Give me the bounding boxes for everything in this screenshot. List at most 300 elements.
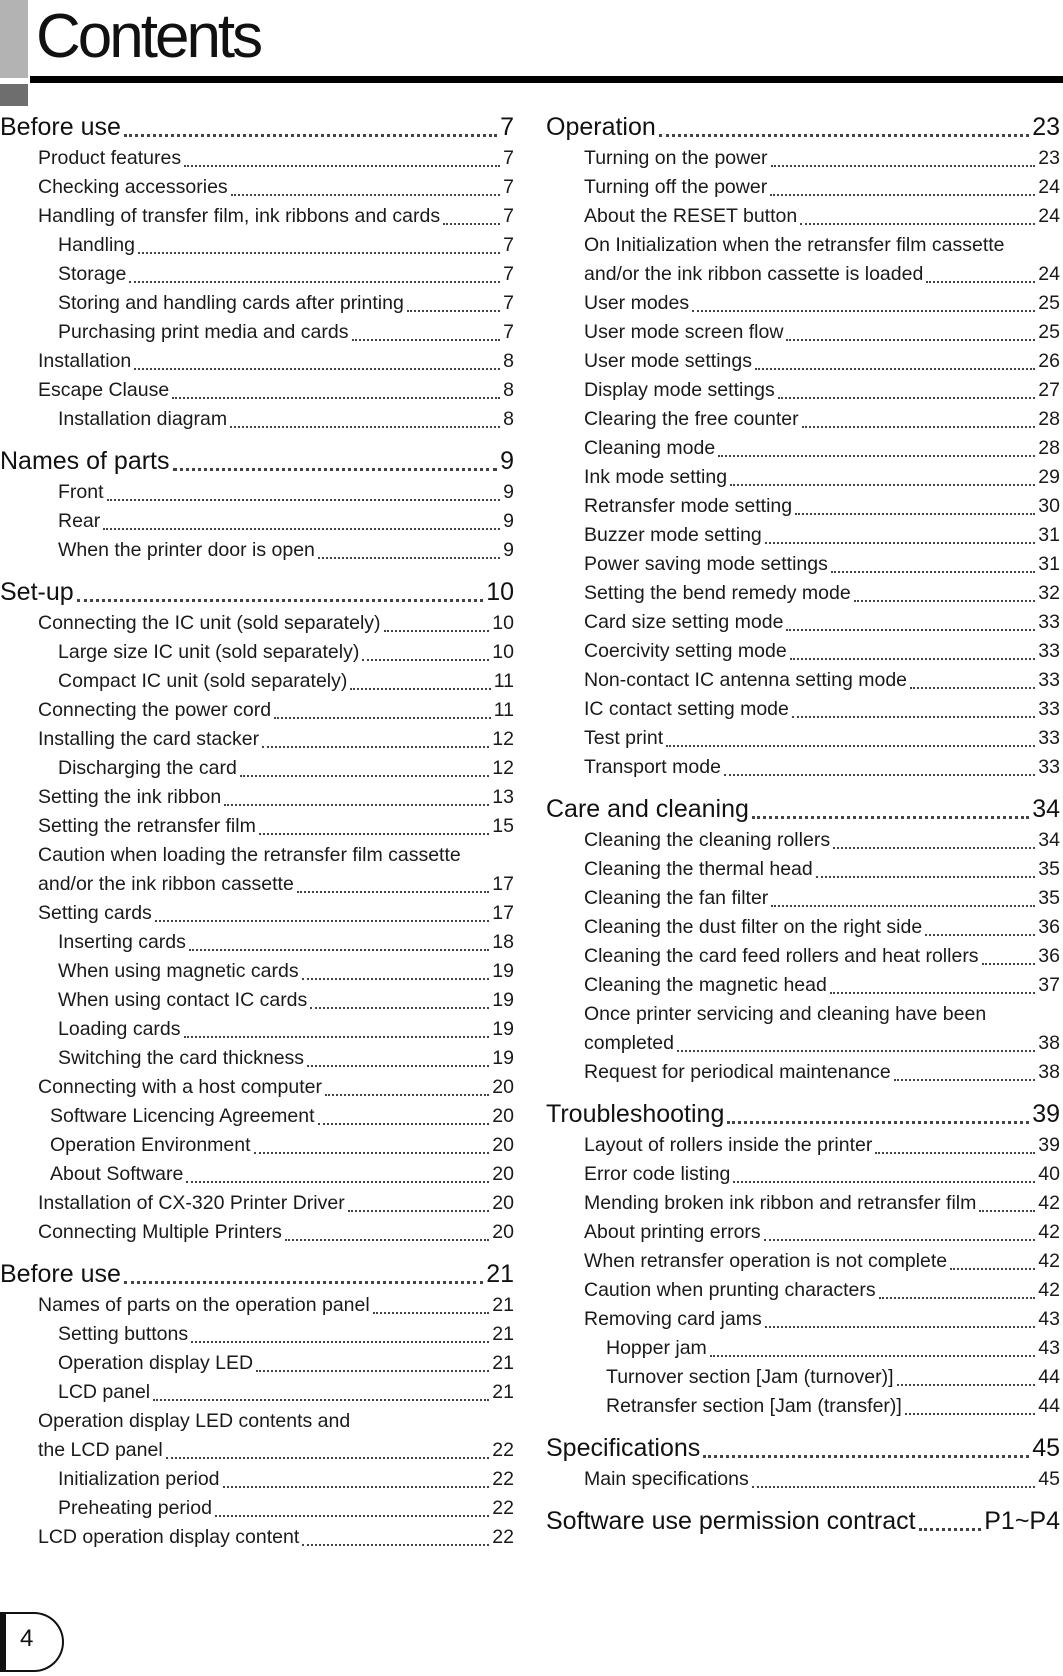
toc-entry-page: 7 bbox=[503, 205, 514, 227]
toc-entry[interactable] bbox=[546, 1334, 1060, 1363]
toc-entry-page: 27 bbox=[1038, 379, 1060, 401]
toc-entry-page: 44 bbox=[1038, 1366, 1060, 1388]
toc-entry-title: and/or the ink ribbon cassette bbox=[38, 873, 294, 895]
toc-entry[interactable] bbox=[546, 855, 1060, 884]
toc-entry[interactable] bbox=[0, 1523, 514, 1552]
toc-leader-dots bbox=[348, 1210, 490, 1212]
toc-entry[interactable] bbox=[0, 1291, 514, 1320]
toc-entry-title: Cleaning the dust filter on the right side bbox=[584, 916, 923, 938]
toc-entry[interactable] bbox=[0, 405, 514, 434]
toc-leader-dots bbox=[443, 223, 500, 225]
toc-entry[interactable] bbox=[546, 1160, 1060, 1189]
toc-entry-page: 21 bbox=[492, 1381, 514, 1403]
toc-entry[interactable] bbox=[546, 521, 1060, 550]
toc-entry[interactable] bbox=[0, 1102, 514, 1131]
toc-entry[interactable] bbox=[0, 1218, 514, 1247]
toc-entry-title: Once printer servicing and cleaning have been bbox=[584, 1003, 987, 1025]
toc-entry[interactable] bbox=[546, 1305, 1060, 1334]
toc-entry-title: Cleaning the cleaning rollers bbox=[584, 829, 831, 851]
toc-entry-page: 30 bbox=[1038, 495, 1060, 517]
toc-leader-dots bbox=[186, 1181, 489, 1183]
toc-entry[interactable] bbox=[546, 1363, 1060, 1392]
toc-entry-title: Escape Clause bbox=[38, 379, 170, 401]
toc-leader-dots bbox=[318, 557, 500, 559]
toc-entry[interactable] bbox=[546, 1189, 1060, 1218]
toc-entry[interactable] bbox=[546, 434, 1060, 463]
toc-leader-dots bbox=[223, 1486, 490, 1488]
toc-entry-title: About the RESET button bbox=[584, 205, 798, 227]
toc-entry[interactable] bbox=[0, 1320, 514, 1349]
toc-entry-page: 24 bbox=[1038, 176, 1060, 198]
toc-entry-page: 11 bbox=[493, 670, 514, 692]
toc-entry[interactable] bbox=[0, 1494, 514, 1523]
toc-entry[interactable] bbox=[546, 1247, 1060, 1276]
toc-entry[interactable] bbox=[546, 695, 1060, 724]
toc-entry-page: 7 bbox=[503, 321, 514, 343]
toc-entry[interactable] bbox=[546, 1465, 1060, 1494]
toc-entry-title: and/or the ink ribbon cassette is loaded bbox=[584, 263, 924, 285]
toc-entry[interactable] bbox=[0, 1044, 514, 1073]
toc-entry-page: 21 bbox=[492, 1294, 514, 1316]
toc-entry[interactable] bbox=[0, 1436, 514, 1465]
toc-leader-dots bbox=[124, 1281, 483, 1284]
toc-section[interactable] bbox=[546, 792, 1060, 826]
toc-entry-title: Care and cleaning bbox=[546, 795, 749, 823]
toc-entry-title: Installing the card stacker bbox=[38, 728, 260, 750]
toc-entry-title: Retransfer section [Jam (transfer)] bbox=[606, 1395, 902, 1417]
toc-entry[interactable] bbox=[546, 405, 1060, 434]
toc-entry[interactable] bbox=[0, 1378, 514, 1407]
toc-entry[interactable] bbox=[0, 507, 514, 536]
toc-entry[interactable] bbox=[0, 609, 514, 638]
toc-entry-page: 15 bbox=[492, 815, 514, 837]
toc-entry-page: 26 bbox=[1038, 350, 1060, 372]
toc-entry-title: Removing card jams bbox=[584, 1308, 762, 1330]
toc-entry-title: Cleaning the thermal head bbox=[584, 858, 813, 880]
toc-entry-title: On Initialization when the retransfer film cassette bbox=[584, 234, 1005, 256]
toc-leader-dots bbox=[172, 397, 500, 399]
toc-entry[interactable] bbox=[546, 347, 1060, 376]
toc-entry-page: 18 bbox=[492, 931, 514, 953]
toc-leader-dots bbox=[134, 368, 500, 370]
toc-entry-page: 22 bbox=[492, 1526, 514, 1548]
toc-entry[interactable] bbox=[0, 638, 514, 667]
toc-entry-page: 10 bbox=[492, 641, 514, 663]
toc-entry[interactable] bbox=[0, 173, 514, 202]
toc-entry[interactable] bbox=[546, 971, 1060, 1000]
toc-entry-title: Names of parts bbox=[0, 447, 170, 475]
toc-entry[interactable] bbox=[0, 812, 514, 841]
toc-entry[interactable] bbox=[0, 754, 514, 783]
toc-entry-page: 35 bbox=[1038, 858, 1060, 880]
toc-entry[interactable] bbox=[546, 289, 1060, 318]
toc-leader-dots bbox=[765, 542, 1036, 544]
toc-entry[interactable] bbox=[0, 928, 514, 957]
toc-entry[interactable] bbox=[546, 463, 1060, 492]
toc-leader-dots bbox=[262, 746, 489, 748]
toc-entry-page: 7 bbox=[503, 292, 514, 314]
toc-entry-title: Setting the bend remedy mode bbox=[584, 582, 851, 604]
toc-entry-page: 21 bbox=[492, 1323, 514, 1345]
toc-leader-dots bbox=[919, 1528, 982, 1531]
toc-entry[interactable] bbox=[546, 1131, 1060, 1160]
toc-leader-dots bbox=[124, 134, 497, 137]
toc-entry[interactable] bbox=[0, 957, 514, 986]
toc-leader-dots bbox=[910, 687, 1035, 689]
toc-entry-page: 12 bbox=[492, 728, 514, 750]
toc-entry[interactable] bbox=[0, 841, 514, 870]
toc-entry[interactable] bbox=[0, 1015, 514, 1044]
toc-leader-dots bbox=[792, 716, 1035, 718]
toc-entry-page: 42 bbox=[1038, 1250, 1060, 1272]
toc-entry[interactable] bbox=[546, 826, 1060, 855]
toc-entry-title: Installation bbox=[38, 350, 132, 372]
toc-leader-dots bbox=[979, 1210, 1035, 1212]
toc-entry[interactable] bbox=[546, 492, 1060, 521]
toc-entry-title: Cleaning the magnetic head bbox=[584, 974, 827, 996]
toc-entry-page: 19 bbox=[492, 1047, 514, 1069]
toc-entry-page: 32 bbox=[1038, 582, 1060, 604]
toc-entry-page: 33 bbox=[1038, 727, 1060, 749]
toc-entry-title: Preheating period bbox=[58, 1497, 212, 1519]
toc-section[interactable] bbox=[0, 110, 514, 144]
toc-entry-title: Connecting the power cord bbox=[38, 699, 272, 721]
toc-leader-dots bbox=[800, 223, 1035, 225]
toc-entry-title: When retransfer operation is not complete bbox=[584, 1250, 948, 1272]
toc-leader-dots bbox=[854, 600, 1036, 602]
toc-entry[interactable] bbox=[0, 376, 514, 405]
toc-entry-page: 22 bbox=[492, 1468, 514, 1490]
toc-entry[interactable] bbox=[546, 724, 1060, 753]
toc-entry[interactable] bbox=[546, 231, 1060, 260]
toc-leader-dots bbox=[894, 1079, 1036, 1081]
toc-entry-page: 33 bbox=[1038, 611, 1060, 633]
toc-right-column bbox=[546, 110, 1060, 1538]
header-tab-dark bbox=[0, 84, 28, 106]
toc-leader-dots bbox=[905, 1413, 1035, 1415]
header-tab-light bbox=[0, 0, 28, 78]
toc-entry-title: Operation display LED contents and bbox=[38, 1410, 351, 1432]
toc-leader-dots bbox=[256, 1370, 489, 1372]
toc-leader-dots bbox=[274, 717, 491, 719]
toc-leader-dots bbox=[155, 920, 489, 922]
toc-leader-dots bbox=[879, 1297, 1036, 1299]
toc-entry-page: 42 bbox=[1038, 1192, 1060, 1214]
toc-leader-dots bbox=[778, 397, 1036, 399]
toc-entry[interactable] bbox=[0, 202, 514, 231]
toc-entry[interactable] bbox=[0, 144, 514, 173]
toc-entry[interactable] bbox=[546, 318, 1060, 347]
toc-entry-title: Rear bbox=[58, 510, 101, 532]
toc-leader-dots bbox=[795, 513, 1035, 515]
toc-leader-dots bbox=[925, 934, 1035, 936]
toc-entry[interactable] bbox=[546, 144, 1060, 173]
toc-entry-title: Connecting Multiple Printers bbox=[38, 1221, 282, 1243]
toc-entry[interactable] bbox=[546, 884, 1060, 913]
toc-entry-title: Handling of transfer film, ink ribbons and cards bbox=[38, 205, 441, 227]
toc-entry[interactable] bbox=[0, 1189, 514, 1218]
toc-entry-page: 19 bbox=[492, 1018, 514, 1040]
page-title: Contents bbox=[36, 2, 261, 71]
toc-entry[interactable] bbox=[546, 666, 1060, 695]
toc-leader-dots bbox=[659, 134, 1029, 137]
toc-entry[interactable] bbox=[0, 1407, 514, 1436]
toc-entry[interactable] bbox=[0, 870, 514, 899]
toc-entry-page: 17 bbox=[492, 902, 514, 924]
toc-entry-title: Loading cards bbox=[58, 1018, 181, 1040]
toc-leader-dots bbox=[982, 963, 1036, 965]
toc-entry-title: Transport mode bbox=[584, 756, 721, 778]
toc-entry-page: 7 bbox=[503, 176, 514, 198]
toc-entry-page: 20 bbox=[492, 1076, 514, 1098]
toc-entry[interactable] bbox=[0, 347, 514, 376]
toc-entry[interactable] bbox=[0, 1160, 514, 1189]
toc-entry[interactable] bbox=[546, 913, 1060, 942]
toc-entry[interactable] bbox=[0, 696, 514, 725]
toc-entry-page: 22 bbox=[492, 1439, 514, 1461]
toc-leader-dots bbox=[755, 368, 1035, 370]
toc-entry-title: Operation display LED bbox=[58, 1352, 254, 1374]
toc-leader-dots bbox=[77, 599, 484, 602]
toc-entry-page: 34 bbox=[1038, 829, 1060, 851]
toc-entry-title: Power saving mode settings bbox=[584, 553, 828, 575]
toc-entry[interactable] bbox=[0, 1131, 514, 1160]
toc-leader-dots bbox=[230, 426, 500, 428]
toc-entry-title: Setting cards bbox=[38, 902, 152, 924]
toc-entry[interactable] bbox=[546, 1218, 1060, 1247]
toc-entry-title: completed bbox=[584, 1032, 674, 1054]
toc-entry-page: 8 bbox=[503, 350, 514, 372]
toc-leader-dots bbox=[764, 1239, 1036, 1241]
toc-entry-title: Hopper jam bbox=[606, 1337, 707, 1359]
toc-entry-page: 39 bbox=[1038, 1134, 1060, 1156]
toc-entry[interactable] bbox=[0, 899, 514, 928]
toc-entry[interactable] bbox=[0, 667, 514, 696]
toc-entry-page: 44 bbox=[1038, 1395, 1060, 1417]
toc-entry-title: When the printer door is open bbox=[58, 539, 315, 561]
toc-entry-page: 45 bbox=[1038, 1468, 1060, 1490]
toc-entry-page: 7 bbox=[503, 147, 514, 169]
toc-entry[interactable] bbox=[546, 260, 1060, 289]
toc-entry-page: 7 bbox=[503, 234, 514, 256]
toc-entry[interactable] bbox=[546, 1276, 1060, 1305]
toc-entry-page: 25 bbox=[1038, 321, 1060, 343]
toc-entry-title: Retransfer mode setting bbox=[584, 495, 793, 517]
toc-entry[interactable] bbox=[0, 536, 514, 565]
toc-entry-title: Connecting the IC unit (sold separately) bbox=[38, 612, 381, 634]
toc-entry-title: Turning off the power bbox=[584, 176, 768, 198]
toc-leader-dots bbox=[129, 281, 500, 283]
toc-entry-page: 28 bbox=[1038, 437, 1060, 459]
toc-leader-dots bbox=[786, 629, 1035, 631]
toc-entry-title: Initialization period bbox=[58, 1468, 220, 1490]
toc-entry[interactable] bbox=[546, 579, 1060, 608]
toc-entry[interactable] bbox=[0, 318, 514, 347]
toc-entry-title: Handling bbox=[58, 234, 135, 256]
toc-leader-dots bbox=[897, 1384, 1036, 1386]
title-rule bbox=[30, 76, 1063, 83]
toc-leader-dots bbox=[765, 1326, 1036, 1328]
toc-entry[interactable] bbox=[0, 1465, 514, 1494]
toc-entry-title: Storing and handling cards after printing bbox=[58, 292, 404, 314]
toc-leader-dots bbox=[310, 1007, 489, 1009]
toc-leader-dots bbox=[166, 1457, 490, 1459]
toc-entry-title: LCD panel bbox=[58, 1381, 151, 1403]
toc-entry-title: Caution when prunting characters bbox=[584, 1279, 876, 1301]
toc-section[interactable] bbox=[546, 1097, 1060, 1131]
toc-entry-page: 8 bbox=[503, 379, 514, 401]
toc-entry-page: P1~P4 bbox=[984, 1507, 1060, 1535]
toc-entry[interactable] bbox=[546, 1392, 1060, 1421]
toc-entry-title: Large size IC unit (sold separately) bbox=[58, 641, 360, 663]
toc-entry-title: Before use bbox=[0, 113, 121, 141]
toc-entry[interactable] bbox=[546, 173, 1060, 202]
toc-entry-title: Request for periodical maintenance bbox=[584, 1061, 891, 1083]
toc-section[interactable] bbox=[546, 110, 1060, 144]
toc-entry-title: Non-contact IC antenna setting mode bbox=[584, 669, 908, 691]
toc-entry-title: About Software bbox=[50, 1163, 184, 1185]
toc-leader-dots bbox=[727, 1121, 1029, 1124]
toc-entry-title: Coercivity setting mode bbox=[584, 640, 787, 662]
toc-leader-dots bbox=[384, 630, 490, 632]
toc-leader-dots bbox=[285, 1239, 489, 1241]
toc-leader-dots bbox=[173, 468, 498, 471]
toc-entry-title: Installation diagram bbox=[58, 408, 228, 430]
toc-entry-page: 42 bbox=[1038, 1221, 1060, 1243]
toc-entry[interactable] bbox=[0, 1349, 514, 1378]
toc-entry-title: User mode settings bbox=[584, 350, 752, 372]
toc-entry-page: 29 bbox=[1038, 466, 1060, 488]
toc-entry[interactable] bbox=[0, 725, 514, 754]
toc-entry-title: Inserting cards bbox=[58, 931, 186, 953]
toc-entry-page: 40 bbox=[1038, 1163, 1060, 1185]
toc-entry-page: 23 bbox=[1032, 113, 1060, 141]
toc-entry-title: Product features bbox=[38, 147, 182, 169]
toc-entry-page: 20 bbox=[492, 1192, 514, 1214]
toc-section[interactable] bbox=[546, 1431, 1060, 1465]
toc-entry-title: Turnover section [Jam (turnover)] bbox=[606, 1366, 894, 1388]
toc-entry[interactable] bbox=[0, 260, 514, 289]
toc-leader-dots bbox=[666, 745, 1035, 747]
toc-entry[interactable] bbox=[546, 550, 1060, 579]
toc-entry-page: 17 bbox=[492, 873, 514, 895]
toc-section[interactable] bbox=[0, 575, 514, 609]
toc-leader-dots bbox=[240, 775, 489, 777]
toc-entry-title: Cleaning mode bbox=[584, 437, 716, 459]
toc-entry-title: Storage bbox=[58, 263, 127, 285]
toc-entry-title: When using magnetic cards bbox=[58, 960, 299, 982]
toc-entry-title: Card size setting mode bbox=[584, 611, 784, 633]
toc-entry-page: 37 bbox=[1038, 974, 1060, 996]
toc-section[interactable] bbox=[0, 1257, 514, 1291]
toc-entry-page: 33 bbox=[1038, 640, 1060, 662]
toc-entry-title: the LCD panel bbox=[38, 1439, 163, 1461]
toc-entry-title: Names of parts on the operation panel bbox=[38, 1294, 370, 1316]
toc-entry-page: 31 bbox=[1038, 524, 1060, 546]
toc-entry-page: 23 bbox=[1038, 147, 1060, 169]
toc-entry-title: Display mode settings bbox=[584, 379, 775, 401]
toc-leader-dots bbox=[224, 804, 489, 806]
toc-leader-dots bbox=[318, 1123, 490, 1125]
toc-leader-dots bbox=[875, 1152, 1035, 1154]
toc-leader-dots bbox=[215, 1515, 489, 1517]
toc-entry[interactable] bbox=[546, 1058, 1060, 1087]
toc-entry-page: 19 bbox=[492, 960, 514, 982]
toc-entry-title: Operation bbox=[546, 113, 656, 141]
toc-entry-page: 45 bbox=[1032, 1434, 1060, 1462]
toc-entry[interactable] bbox=[0, 231, 514, 260]
toc-leader-dots bbox=[802, 426, 1036, 428]
toc-leader-dots bbox=[771, 905, 1035, 907]
toc-entry-title: Purchasing print media and cards bbox=[58, 321, 349, 343]
toc-entry-page: 42 bbox=[1038, 1279, 1060, 1301]
toc-entry-title: About printing errors bbox=[584, 1221, 761, 1243]
toc-leader-dots bbox=[830, 992, 1035, 994]
toc-entry[interactable] bbox=[546, 1000, 1060, 1029]
toc-entry[interactable] bbox=[546, 942, 1060, 971]
toc-leader-dots bbox=[724, 774, 1035, 776]
toc-entry[interactable] bbox=[546, 753, 1060, 782]
toc-entry-page: 38 bbox=[1038, 1061, 1060, 1083]
toc-leader-dots bbox=[259, 833, 489, 835]
toc-entry[interactable] bbox=[0, 986, 514, 1015]
toc-entry-page: 7 bbox=[500, 113, 514, 141]
toc-entry-title: Discharging the card bbox=[58, 757, 237, 779]
toc-entry-page: 19 bbox=[492, 989, 514, 1011]
toc-entry-title: Connecting with a host computer bbox=[38, 1076, 322, 1098]
toc-entry-page: 11 bbox=[493, 699, 514, 721]
toc-leader-dots bbox=[231, 194, 500, 196]
toc-entry-page: 8 bbox=[503, 408, 514, 430]
toc-entry-page: 31 bbox=[1038, 553, 1060, 575]
toc-entry[interactable] bbox=[546, 608, 1060, 637]
toc-entry-title: Operation Environment bbox=[50, 1134, 251, 1156]
toc-entry-title: Specifications bbox=[546, 1434, 701, 1462]
toc-leader-dots bbox=[752, 816, 1029, 819]
toc-leader-dots bbox=[718, 455, 1035, 457]
toc-entry-page: 43 bbox=[1038, 1337, 1060, 1359]
toc-leader-dots bbox=[926, 281, 1035, 283]
toc-entry[interactable] bbox=[0, 289, 514, 318]
toc-leader-dots bbox=[302, 978, 490, 980]
toc-entry[interactable] bbox=[546, 202, 1060, 231]
toc-leader-dots bbox=[362, 659, 489, 661]
toc-entry[interactable] bbox=[546, 1029, 1060, 1058]
toc-entry-title: Main specifications bbox=[584, 1468, 749, 1490]
toc-entry[interactable] bbox=[0, 1073, 514, 1102]
toc-entry[interactable] bbox=[546, 637, 1060, 666]
toc-entry-page: 36 bbox=[1038, 945, 1060, 967]
toc-leader-dots bbox=[710, 1355, 1036, 1357]
toc-entry[interactable] bbox=[0, 478, 514, 507]
toc-entry[interactable] bbox=[546, 376, 1060, 405]
toc-entry-title: Error code listing bbox=[584, 1163, 731, 1185]
toc-leader-dots bbox=[103, 528, 500, 530]
toc-entry-title: Checking accessories bbox=[38, 176, 228, 198]
toc-entry-title: Clearing the free counter bbox=[584, 408, 799, 430]
toc-section[interactable] bbox=[0, 444, 514, 478]
toc-entry-page: 43 bbox=[1038, 1308, 1060, 1330]
toc-section[interactable] bbox=[546, 1504, 1060, 1538]
toc-leader-dots bbox=[191, 1341, 489, 1343]
toc-leader-dots bbox=[730, 484, 1035, 486]
toc-entry[interactable] bbox=[0, 783, 514, 812]
toc-leader-dots bbox=[373, 1312, 490, 1314]
toc-leader-dots bbox=[752, 1486, 1036, 1488]
toc-leader-dots bbox=[138, 252, 500, 254]
toc-leader-dots bbox=[153, 1399, 489, 1401]
toc-leader-dots bbox=[302, 1544, 489, 1546]
